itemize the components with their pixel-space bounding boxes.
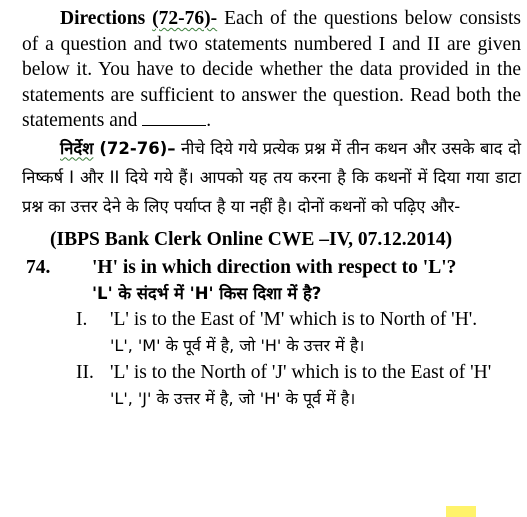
statement-number: I. [76, 308, 88, 330]
answer-blank [142, 111, 206, 126]
directions-heading [60, 8, 217, 29]
question-text-hi: 'L' के संदर्भ में 'H' किस दिशा में है? [92, 283, 322, 303]
directions-range-underlined: (72-76)- [152, 8, 218, 29]
directions-end: . [206, 110, 212, 131]
statement-body [110, 307, 521, 360]
nirdesh-paragraph [22, 134, 521, 221]
question-74 [22, 255, 521, 307]
statement-text-hi: 'L', 'M' के पूर्व में है, जो 'H' के उत्तर में है। [110, 335, 365, 355]
yellow-highlight-mark [446, 506, 476, 517]
statement-body [110, 360, 521, 413]
statement-text-en: 'L' is to the East of 'M' which is to North of 'H'. [110, 308, 478, 330]
question-number: 74. [26, 256, 51, 278]
directions-text: Each of the questions below consists of a question and two statements numbered I and II are given below it. You have to decide whether the data provided in the statements are sufficient to answer the question. Read both the statements and [22, 8, 521, 131]
statement-number: II. [76, 361, 94, 383]
directions-heading-text: Directions (72-76)- [60, 8, 218, 29]
nirdesh-heading: निर्देश (72-76)– [60, 138, 176, 158]
directions-paragraph [22, 6, 521, 134]
nirdesh-text: नीचे दिये गये प्रत्येक प्रश्न में तीन कथन और उसके बाद दो निष्कर्ष I और II दिये गये हैं। आपको यह तय करना है कि कथनों में दिया गया डाटा प्रश्न का उत्तर देने के लिए पर्याप्त है या नहीं है। दोनों कथनों को पढ़िए और- [22, 138, 521, 216]
statement-1 [76, 307, 521, 360]
question-body [92, 255, 521, 307]
nirdesh-word-underlined: निर्देश [60, 138, 94, 158]
statement-text-en: 'L' is to the North of 'J' which is to the East of 'H' [110, 361, 492, 383]
statement-text-hi: 'L', 'J' के उत्तर में है, जो 'H' के पूर्व में है। [110, 388, 356, 408]
statement-2 [76, 360, 521, 413]
question-text-en: 'H' is in which direction with respect to 'L'? [92, 256, 457, 278]
exam-source: (IBPS Bank Clerk Online CWE –IV, 07.12.2014) [50, 228, 453, 250]
